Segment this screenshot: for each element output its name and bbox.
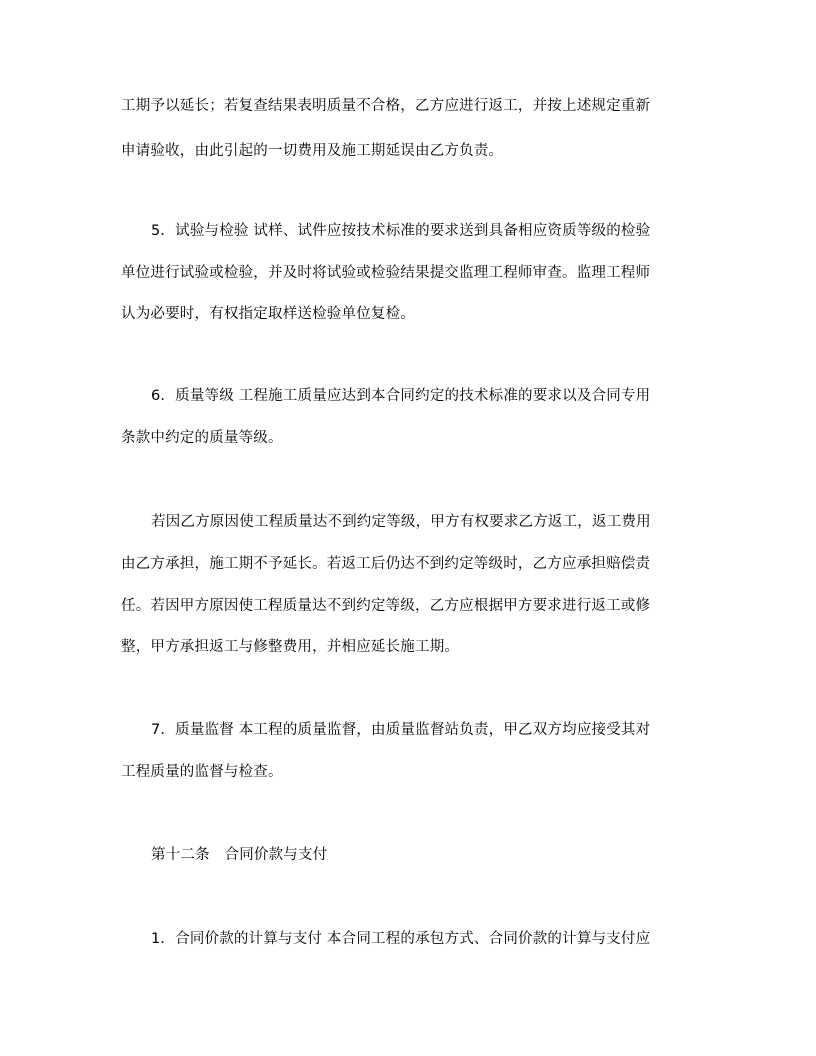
paragraph-line: 条款中约定的质量等级。: [121, 430, 283, 446]
section-heading: 第十二条 合同价款与支付: [151, 847, 328, 863]
paragraph-line: 工程质量的监督与检查。: [121, 764, 283, 780]
paragraph-line: 7．质量监督 本工程的质量监督，由质量监督站负责，甲乙双方均应接受其对: [151, 722, 651, 738]
paragraph-line: 整，甲方承担返工与修整费用，并相应延长施工期。: [121, 639, 460, 655]
paragraph-line: 申请验收，由此引起的一切费用及施工期延误由乙方负责。: [121, 143, 504, 159]
paragraph-line: 由乙方承担，施工期不予延长。若返工后仍达不到约定等级时，乙方应承担赔偿责: [121, 556, 651, 572]
paragraph-line: 若因乙方原因使工程质量达不到约定等级，甲方有权要求乙方返工，返工费用: [151, 514, 651, 530]
paragraph-line: 工期予以延长；若复查结果表明质量不合格，乙方应进行返工，并按上述规定重新: [121, 98, 651, 114]
paragraph-line: 任。若因甲方原因使工程质量达不到约定等级，乙方应根据甲方要求进行返工或修: [121, 598, 651, 614]
paragraph-line: 5．试验与检验 试样、试件应按技术标准的要求送到具备相应资质等级的检验: [151, 223, 651, 239]
paragraph-line: 6．质量等级 工程施工质量应达到本合同约定的技术标准的要求以及合同专用: [151, 388, 651, 404]
paragraph-line: 1．合同价款的计算与支付 本合同工程的承包方式、合同价款的计算与支付应: [151, 931, 651, 947]
paragraph-line: 认为必要时，有权指定取样送检验单位复检。: [121, 306, 415, 322]
paragraph-line: 单位进行试验或检验，并及时将试验或检验结果提交监理工程师审查。监理工程师: [121, 265, 651, 281]
